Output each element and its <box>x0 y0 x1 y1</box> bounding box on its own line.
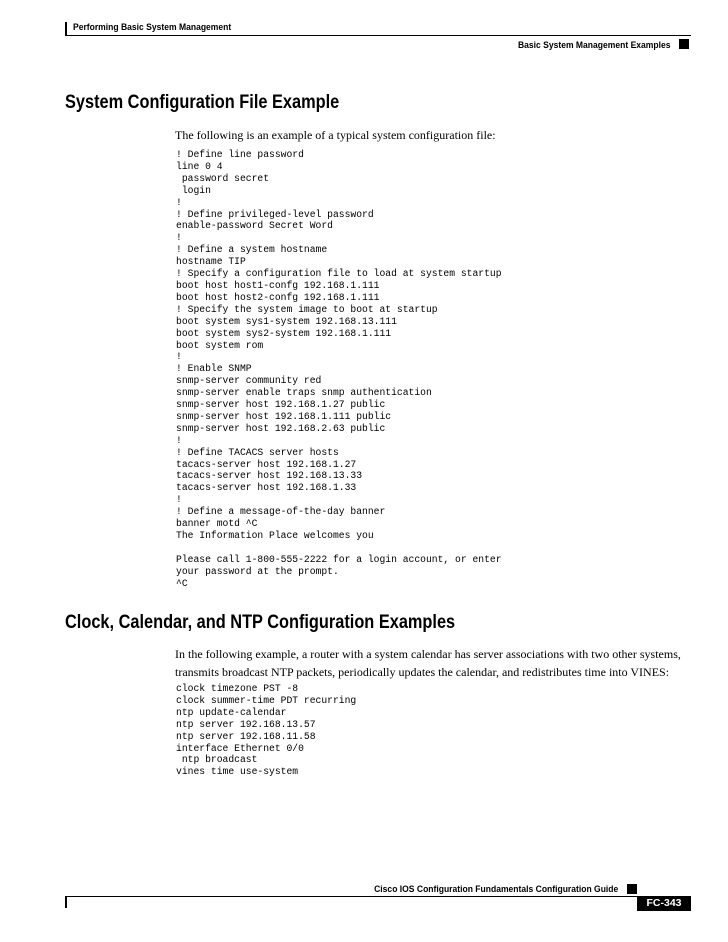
code-line: snmp-server host 192.168.1.111 public <box>176 410 392 422</box>
code-block-system-configuration <box>176 149 502 590</box>
code-line: banner motd ^C <box>176 518 258 530</box>
code-line: vines time use-system <box>176 766 299 778</box>
code-line: ! Define TACACS server hosts <box>176 446 339 458</box>
code-line: clock timezone PST -8 <box>176 683 299 694</box>
code-line: hostname TIP <box>176 256 246 268</box>
code-line: clock summer-time PDT recurring <box>176 694 357 706</box>
section-title-clock-ntp: Clock, Calendar, and NTP Configuration Examples <box>65 612 456 633</box>
code-line: ! Define a system hostname <box>176 244 328 256</box>
header-rule <box>65 35 691 36</box>
code-block-clock-ntp <box>176 683 356 778</box>
header-square-marker <box>679 39 689 49</box>
code-line: ! Specify a configuration file to load at system startup <box>176 268 502 280</box>
code-line: snmp-server host 192.168.2.63 public <box>176 422 386 434</box>
code-line: tacacs-server host 192.168.13.33 <box>176 470 363 482</box>
code-line: ntp update-calendar <box>176 706 287 718</box>
code-line: tacacs-server host 192.168.1.33 <box>176 482 357 494</box>
footer-bar <box>65 896 67 908</box>
intro-line: transmits broadcast NTP packets, periodically updates the calendar, and redistributes time into VINES: <box>175 664 670 679</box>
code-line: your password at the prompt. <box>176 565 339 577</box>
code-line: ! <box>176 494 182 506</box>
code-line: Please call 1-800-555-2222 for a login account, or enter <box>176 553 502 565</box>
code-line: ntp broadcast <box>176 754 258 766</box>
code-line: boot system sys1-system 192.168.13.111 <box>176 315 397 327</box>
code-line: ! Define a message-of-the-day banner <box>176 506 386 518</box>
code-line: boot system rom <box>176 339 264 351</box>
intro-line: In the following example, a router with a system calendar has server associations with two other systems, <box>175 647 681 661</box>
code-line: ntp server 192.168.11.58 <box>176 730 316 742</box>
footer-rule <box>65 896 691 897</box>
section-running-title: Basic System Management Examples <box>517 40 670 51</box>
page-number: FC-343 <box>637 896 691 911</box>
code-line: interface Ethernet 0/0 <box>176 742 304 754</box>
code-line: enable-password Secret Word <box>176 220 333 232</box>
code-line: ! Define line password <box>176 149 304 160</box>
code-line: tacacs-server host 192.168.1.27 <box>176 458 357 470</box>
footer-square-marker <box>627 884 637 894</box>
code-line: ntp server 192.168.13.57 <box>176 718 316 730</box>
code-line: snmp-server community red <box>176 375 322 387</box>
code-line: boot host host2-confg 192.168.1.111 <box>176 291 380 303</box>
code-line: line 0 4 <box>176 160 223 172</box>
code-line: snmp-server enable traps snmp authentication <box>176 387 432 399</box>
code-line: ! <box>176 351 182 363</box>
code-line: ! Enable SNMP <box>176 363 252 375</box>
section-intro-system-configuration <box>175 127 496 145</box>
section-intro-clock-ntp <box>175 646 681 681</box>
header-bar <box>65 22 67 36</box>
code-line: ^C <box>176 577 188 589</box>
code-line: ! Specify the system image to boot at startup <box>176 303 438 315</box>
code-line: snmp-server host 192.168.1.27 public <box>176 399 386 411</box>
chapter-title: Performing Basic System Management <box>73 22 232 33</box>
intro-line: The following is an example of a typical system configuration file: <box>175 128 496 142</box>
code-line: login <box>176 184 211 196</box>
code-line: ! <box>176 434 182 446</box>
code-line: ! Define privileged-level password <box>176 208 374 220</box>
guide-title: Cisco IOS Configuration Fundamentals Configuration Guide <box>373 884 618 895</box>
code-line: boot host host1-confg 192.168.1.111 <box>176 279 380 291</box>
code-line: ! <box>176 232 182 244</box>
code-line: boot system sys2-system 192.168.1.111 <box>176 327 392 339</box>
section-title-system-configuration: System Configuration File Example <box>65 92 340 113</box>
code-line: The Information Place welcomes you <box>176 530 374 541</box>
code-line: ! <box>176 196 182 208</box>
code-line: password secret <box>176 172 270 184</box>
